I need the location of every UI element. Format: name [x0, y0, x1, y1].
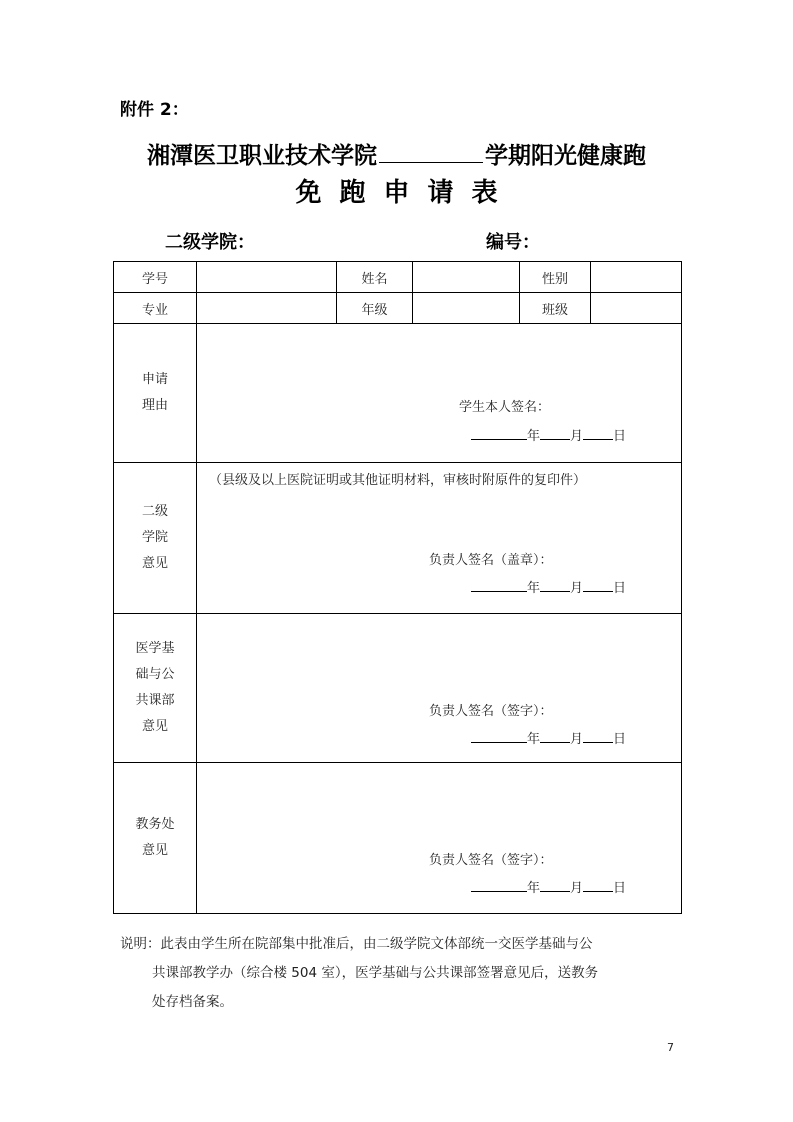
college-signature-label: 负责人签名（盖章）： [429, 553, 553, 568]
academic-affairs-label-line: 意见 [141, 843, 168, 858]
dept-opinion-label [114, 614, 197, 763]
academic-affairs-label [114, 763, 197, 914]
explanation-line: 处存档备案。 [152, 994, 233, 1010]
month-label: 月 [570, 429, 584, 444]
form-title: 免跑申请表 [295, 178, 516, 208]
year-label: 年 [527, 581, 541, 596]
academic-affairs-field[interactable] [197, 763, 682, 914]
month-label: 月 [570, 581, 584, 596]
explanation-note [120, 930, 680, 1017]
month-blank[interactable] [540, 879, 570, 892]
student-signature-label: 学生本人签名： [459, 400, 551, 415]
name-label: 姓名 [337, 262, 413, 293]
dept-signature-label: 负责人签名（签字）： [429, 704, 553, 719]
college-opinion-field[interactable] [197, 463, 682, 614]
page-number: 7 [667, 1041, 674, 1054]
day-label: 日 [613, 429, 627, 444]
reason-label [114, 324, 197, 463]
serial-number-label: 编号： [486, 232, 540, 253]
month-blank[interactable] [540, 730, 570, 743]
date-line [471, 877, 626, 896]
date-line [471, 728, 626, 747]
title-prefix: 湘潭医卫职业技术学院 [147, 143, 377, 169]
dept-opinion-label-line: 意见 [141, 719, 168, 734]
gender-label: 性别 [520, 262, 591, 293]
college-opinion-label-line: 意见 [141, 556, 168, 571]
reason-label-line: 理由 [141, 398, 168, 413]
dept-opinion-label-line: 医学基 [135, 641, 175, 656]
major-label: 专业 [114, 293, 197, 324]
day-blank[interactable] [583, 427, 613, 440]
class-field[interactable] [591, 293, 682, 324]
college-opinion-label [114, 463, 197, 614]
table-row [114, 324, 682, 463]
student-id-field[interactable] [197, 262, 337, 293]
date-line [471, 577, 626, 596]
day-label: 日 [613, 732, 627, 747]
year-label: 年 [527, 429, 541, 444]
name-field[interactable] [413, 262, 520, 293]
month-label: 月 [570, 732, 584, 747]
semester-blank[interactable] [379, 140, 483, 163]
class-label: 班级 [520, 293, 591, 324]
gender-field[interactable] [591, 262, 682, 293]
college-opinion-label-line: 二级 [141, 504, 168, 519]
day-blank[interactable] [583, 730, 613, 743]
day-label: 日 [613, 881, 627, 896]
month-blank[interactable] [540, 579, 570, 592]
grade-label: 年级 [337, 293, 413, 324]
dept-opinion-label-line: 础与公 [135, 667, 175, 682]
grade-field[interactable] [413, 293, 520, 324]
academic-affairs-label-line: 教务处 [135, 817, 175, 832]
day-label: 日 [613, 581, 627, 596]
explanation-line: 共课部教学办（综合楼 504 室），医学基础与公共课部签署意见后，送教务 [152, 965, 599, 981]
year-label: 年 [527, 881, 541, 896]
application-form-table [113, 261, 682, 914]
table-row [114, 262, 682, 293]
day-blank[interactable] [583, 579, 613, 592]
college-field-label: 二级学院： [165, 232, 255, 253]
year-blank[interactable] [471, 427, 527, 440]
month-blank[interactable] [540, 427, 570, 440]
dept-opinion-field[interactable] [197, 614, 682, 763]
year-blank[interactable] [471, 730, 527, 743]
table-row [114, 293, 682, 324]
college-opinion-label-line: 学院 [141, 530, 168, 545]
student-id-label: 学号 [114, 262, 197, 293]
affairs-signature-label: 负责人签名（签字）： [429, 853, 553, 868]
reason-field[interactable] [197, 324, 682, 463]
title-suffix: 学期阳光健康跑 [485, 143, 646, 169]
month-label: 月 [570, 881, 584, 896]
table-row [114, 763, 682, 914]
dept-opinion-label-line: 共课部 [135, 693, 175, 708]
explanation-line: 说明：此表由学生所在院部集中批准后，由二级学院文体部统一交医学基础与公 [120, 936, 593, 952]
year-label: 年 [527, 732, 541, 747]
table-row [114, 614, 682, 763]
document-title [0, 137, 793, 170]
major-field[interactable] [197, 293, 337, 324]
date-line [471, 425, 626, 444]
day-blank[interactable] [583, 879, 613, 892]
certificate-note: （县级及以上医院证明或其他证明材料，审核时附原件的复印件） [209, 473, 587, 488]
year-blank[interactable] [471, 579, 527, 592]
year-blank[interactable] [471, 879, 527, 892]
reason-label-line: 申请 [141, 372, 168, 387]
annex-label: 附件 2： [120, 100, 189, 120]
table-row [114, 463, 682, 614]
